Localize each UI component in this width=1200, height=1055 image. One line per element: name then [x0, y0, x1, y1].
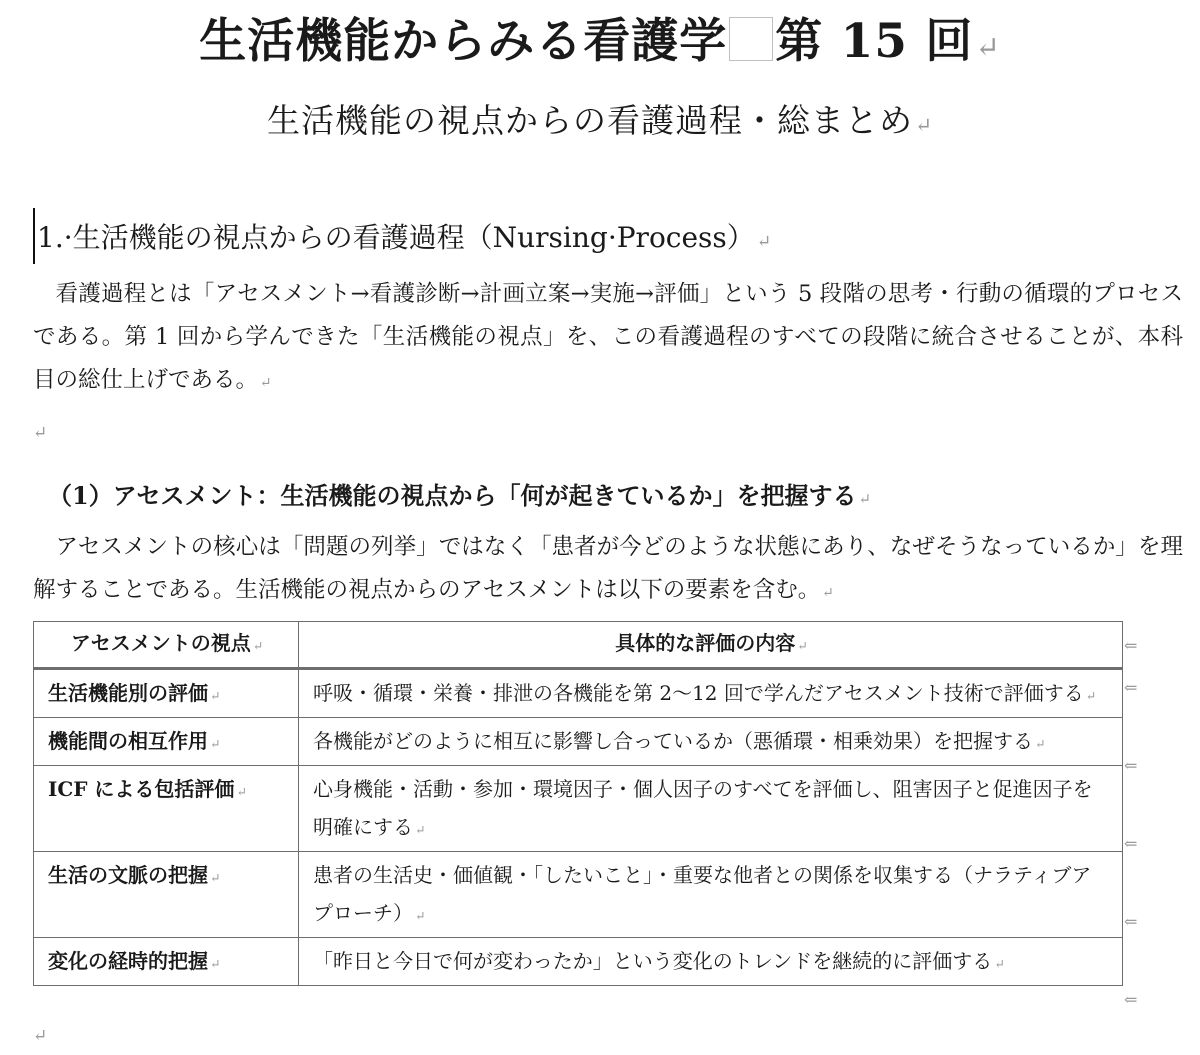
- cell-mark-icon: ↵: [797, 638, 808, 653]
- cell-mark-icon: ↵: [210, 736, 221, 751]
- table-row: [34, 938, 1123, 986]
- title-main: 生活機能からみる看護学: [199, 14, 728, 69]
- table-cell-aspect[interactable]: ICF による包括評価 ↵: [34, 766, 299, 852]
- table-row: [34, 852, 1123, 938]
- document-title: [0, 10, 1200, 79]
- section-paragraph[interactable]: [33, 273, 1183, 405]
- subsection-heading[interactable]: [48, 474, 871, 521]
- table-cell-aspect[interactable]: 変化の経時的把握 ↵: [34, 938, 299, 986]
- table-row: [34, 718, 1123, 766]
- subsection-paragraph[interactable]: [33, 526, 1183, 615]
- cell-mark-icon: ↵: [415, 908, 426, 923]
- subtitle-text: 生活機能の視点からの看護過程・総まとめ: [266, 101, 913, 140]
- table-cell-aspect[interactable]: 生活の文脈の把握 ↵: [34, 852, 299, 938]
- subsection-paragraph-text: アセスメントの核心は「問題の列挙」ではなく「患者が今どのような状態にあり、なぜそうなっているか」を理解することである。生活機能の視点からのアセスメントは以下の要素を含む。: [33, 534, 1183, 603]
- paragraph-mark-icon: ↵: [260, 375, 272, 391]
- table-cell-content[interactable]: 心身機能・活動・参加・環境因子・個人因子のすべてを評価し、阻害因子と促進因子を明確にする ↵: [299, 766, 1123, 852]
- table-header-aspect[interactable]: アセスメントの視点 ↵: [34, 622, 299, 669]
- table-row: [34, 766, 1123, 852]
- section-paragraph-text: 看護過程とは「アセスメント→看護診断→計画立案→実施→評価」という 5 段階の思考・行動の循環的プロセスである。第 1 回から学んできた「生活機能の視点」を、この看護過程のすべての段階に統合させることが、本科目の総仕上げである。: [33, 281, 1183, 393]
- cell-mark-icon: ↵: [415, 822, 426, 837]
- paragraph-mark-icon: ↵: [914, 113, 934, 137]
- section-heading-text: 1.·生活機能の視点からの看護過程（Nursing·Process）: [37, 221, 755, 254]
- cell-mark-icon: ↵: [1085, 688, 1097, 703]
- paragraph-mark-icon: ↵: [822, 585, 834, 601]
- row-end-mark-icon: ⇐: [1124, 912, 1138, 931]
- document-subtitle: [0, 96, 1200, 150]
- row-end-mark-icon: ⇐: [1124, 678, 1138, 697]
- row-end-mark-icon: ⇐: [1124, 756, 1138, 775]
- cell-mark-icon: ↵: [210, 870, 221, 885]
- placeholder-box-icon: [729, 17, 773, 61]
- table-cell-content[interactable]: 患者の生活史・価値観・「したいこと」・重要な他者との関係を収集する（ナラティブアプローチ） ↵: [299, 852, 1123, 938]
- assessment-table: [33, 621, 1123, 986]
- cell-mark-icon: ↵: [210, 956, 221, 971]
- table-header-content[interactable]: 具体的な評価の内容 ↵: [299, 622, 1123, 669]
- cell-mark-icon: ↵: [210, 688, 221, 703]
- table-header-row: [34, 622, 1123, 669]
- table-cell-content[interactable]: 呼吸・循環・栄養・排泄の各機能を第 2～12 回で学んだアセスメント技術で評価する ↵: [299, 669, 1123, 718]
- paragraph-mark-icon: ↵: [756, 232, 772, 252]
- cell-mark-icon: ↵: [1035, 736, 1046, 751]
- cell-mark-icon: ↵: [236, 784, 247, 799]
- table-cell-aspect[interactable]: 生活機能別の評価 ↵: [34, 669, 299, 718]
- table-row: [34, 669, 1123, 718]
- empty-paragraph-mark-icon: ↵: [33, 1026, 48, 1046]
- section-heading[interactable]: [37, 215, 771, 265]
- table-cell-aspect[interactable]: 機能間の相互作用 ↵: [34, 718, 299, 766]
- empty-paragraph-mark-icon: ↵: [33, 423, 48, 443]
- row-end-mark-icon: ⇐: [1124, 636, 1138, 655]
- text-cursor: [33, 208, 35, 264]
- table-cell-content[interactable]: 各機能がどのように相互に影響し合っているか（悪循環・相乗効果）を把握する ↵: [299, 718, 1123, 766]
- subsection-heading-text: （1）アセスメント：生活機能の視点から「何が起きているか」を把握する: [48, 481, 857, 510]
- row-end-mark-icon: ⇐: [1124, 990, 1138, 1009]
- paragraph-mark-icon: ↵: [975, 30, 1001, 64]
- cell-mark-icon: ↵: [994, 956, 1005, 971]
- row-end-mark-icon: ⇐: [1124, 834, 1138, 853]
- title-session: 第 15 回: [775, 14, 974, 69]
- paragraph-mark-icon: ↵: [858, 490, 871, 508]
- table-cell-content[interactable]: 「昨日と今日で何が変わったか」という変化のトレンドを継続的に評価する ↵: [299, 938, 1123, 986]
- cell-mark-icon: ↵: [252, 638, 264, 653]
